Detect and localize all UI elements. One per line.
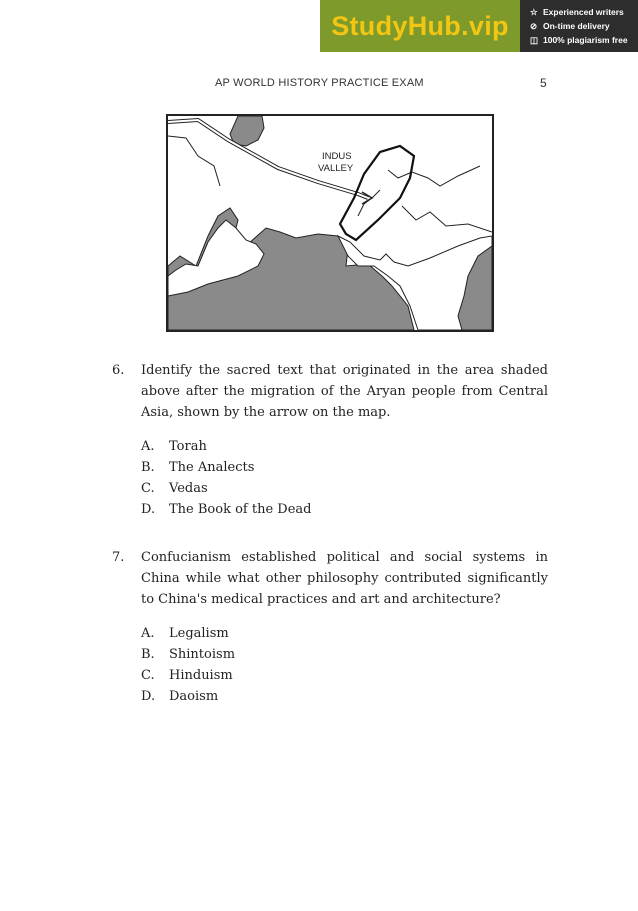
choice-letter: D. — [141, 502, 156, 517]
choice-letter: C. — [141, 668, 155, 683]
river — [388, 166, 480, 186]
feature-label: Experienced writers — [543, 7, 624, 17]
page-number: 5 — [540, 76, 547, 90]
choice-letter: B. — [141, 647, 155, 662]
choice-letter: A. — [141, 439, 155, 454]
choice-text: Legalism — [169, 626, 229, 641]
indus-valley-map — [166, 114, 494, 332]
choice-text: The Book of the Dead — [169, 502, 312, 517]
choice-letter: D. — [141, 689, 156, 704]
answer-choice-a[interactable] — [141, 436, 207, 457]
caspian-sea — [230, 116, 264, 146]
map-label-valley: VALLEY — [318, 163, 354, 174]
feature-label: 100% plagiarism free — [543, 35, 628, 45]
clock-icon: ⊘ — [530, 21, 538, 31]
map-label-indus: INDUS — [322, 151, 352, 162]
choice-text: Vedas — [169, 481, 208, 496]
answer-choice-b[interactable] — [141, 457, 254, 478]
answer-choice-c[interactable] — [141, 478, 208, 499]
shield-icon: ◫ — [530, 35, 539, 45]
choice-text: Torah — [169, 439, 207, 454]
feature-list — [520, 0, 638, 52]
question-number: 7. — [112, 550, 125, 565]
question-number: 6. — [112, 363, 125, 378]
running-header: AP WORLD HISTORY PRACTICE EXAM — [215, 77, 424, 89]
feature-item — [530, 33, 638, 47]
feature-item — [530, 19, 638, 33]
river — [402, 206, 492, 232]
choice-letter: B. — [141, 460, 155, 475]
answer-choice-d[interactable] — [141, 686, 218, 707]
choice-text: Shintoism — [169, 647, 236, 662]
answer-choice-b[interactable] — [141, 644, 235, 665]
feature-label: On-time delivery — [543, 21, 610, 31]
brand-logo: StudyHub.vip — [320, 0, 520, 52]
river — [168, 136, 220, 186]
answer-choice-c[interactable] — [141, 665, 233, 686]
question-text: Identify the sacred text that originated in the area shaded above after the migration of the Aryan people from Central Asia, shown by the arrow on the map. — [141, 363, 548, 420]
answer-choice-a[interactable] — [141, 623, 229, 644]
answer-choice-d[interactable] — [141, 499, 311, 520]
choice-letter: C. — [141, 481, 155, 496]
question-text: Confucianism established political and social systems in China while what other philosophy contributed significantly to China's medical practices and art and architecture? — [141, 550, 548, 607]
map-figure — [168, 116, 492, 330]
feature-item — [530, 5, 638, 19]
star-icon: ☆ — [530, 7, 538, 17]
choice-text: Hinduism — [169, 668, 233, 683]
studyhub-banner[interactable] — [320, 0, 638, 52]
choice-letter: A. — [141, 626, 155, 641]
choice-text: The Analects — [169, 460, 255, 475]
choice-text: Daoism — [169, 689, 219, 704]
